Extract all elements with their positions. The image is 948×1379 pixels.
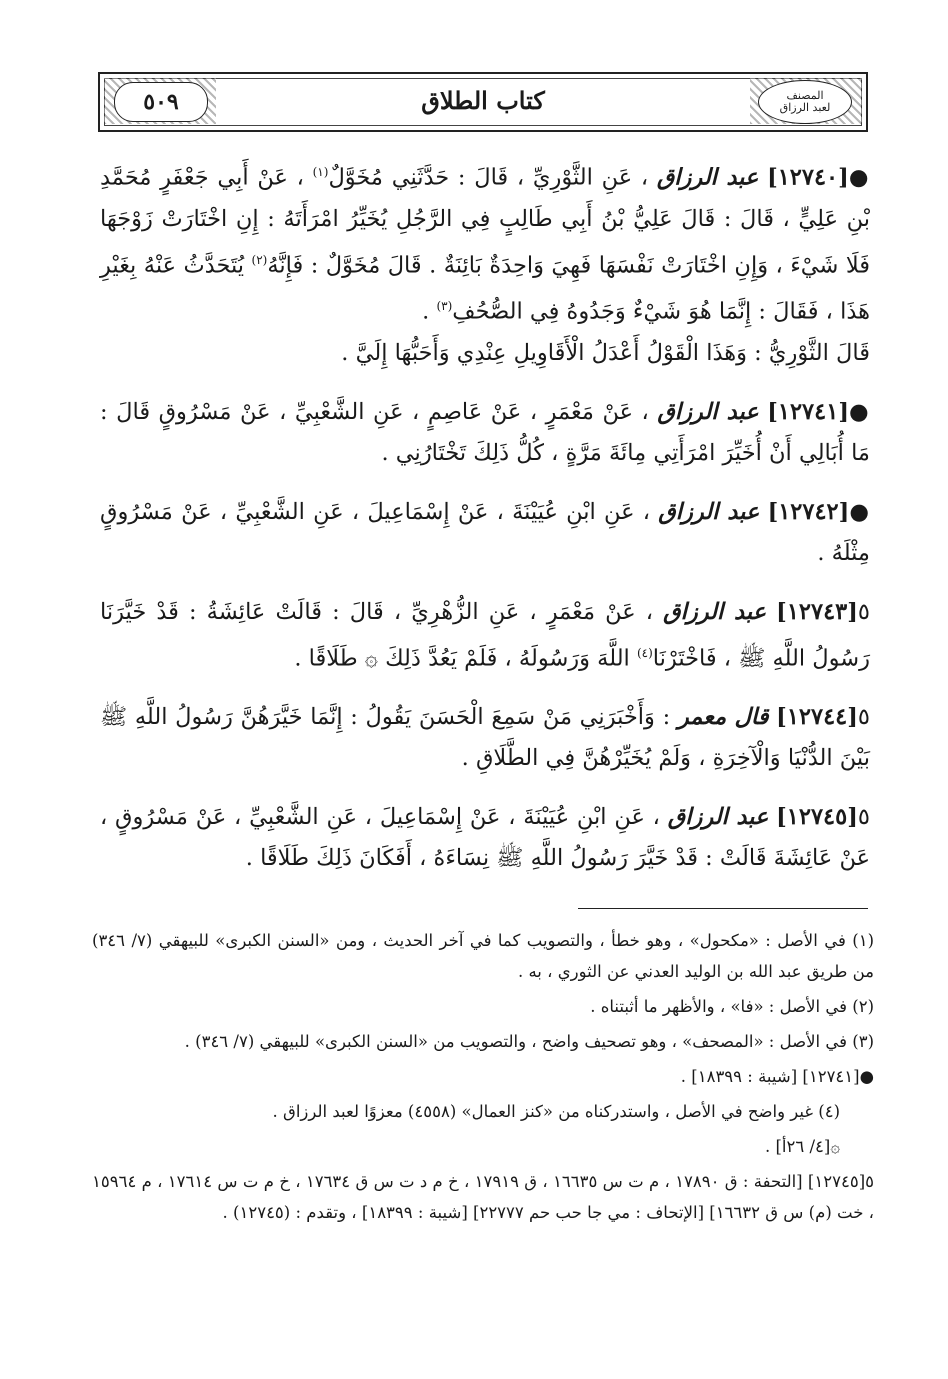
narrator-name: عبد الرزاق — [667, 804, 769, 830]
page-number: ٥٠٩ — [114, 82, 208, 122]
footnote-ref: (٣) — [436, 299, 453, 313]
hadith-number: [١٢٧٤١] — [767, 398, 849, 425]
hadith-number: [١٢٧٤٢] — [767, 498, 850, 525]
footnote-1: (١) في الأصل : «مكحول» ، وهو خطأ ، والتصويب كما في آخر الحديث ، ومن «السنن الكبرى» للبيهقي (٧/ ٣٤٦) من طريق عبد الله بن الوليد العدني عن الثوري ، به . — [92, 931, 874, 981]
footnotes — [92, 925, 874, 1232]
footnote-separator — [578, 908, 868, 909]
hadith-text: . — [422, 298, 430, 325]
book-emblem — [758, 80, 852, 124]
hadith-text: : وَأَخْبَرَنِي مَنْ سَمِعَ الْحَسَنَ يَقُولُ : إِنَّمَا خَيَّرَهُنَّ رَسُولُ اللَّهِ ﷺ بَيْنَ الدُّنْيَا وَالْآخِرَةِ ، وَلَمْ يُخَيِّرْهُنَّ فِي الطَّلَاقِ . — [100, 704, 870, 771]
footnote-ref: (١) — [312, 165, 329, 179]
hadith-text: ، عَنْ مَعْمَرٍ ، عَنْ عَاصِمٍ ، عَنِ الشَّعْبِيِّ ، عَنْ مَسْرُوقٍ قَالَ : مَا أُبَالِي أَنْ أُخَيِّرَ امْرَأَتِي مِائَةَ مَرَّةٍ ، كُلُّ ذَلِكَ تَخْتَارُنِي . — [100, 398, 870, 466]
footnote-ref: (٤) — [636, 645, 653, 660]
hadith-text: ، عَنِ ابْنِ عُيَيْنَةَ ، عَنْ إِسْمَاعِيلَ ، عَنِ الشَّعْبِيِّ ، عَنْ مَسْرُوقٍ مِثْلَهُ . — [100, 498, 870, 566]
folio-marker: ۞[٤/ ٢٦أ] . — [764, 1137, 840, 1156]
narrator-name: عبد الرزاق — [656, 164, 759, 191]
narrator-name: عبد الرزاق — [658, 498, 760, 525]
hadith-text: اللَّهَ وَرَسُولَهُ ، فَلَمْ يَعُدَّ ذَلِكَ ۞ طَلَاقًا . — [294, 645, 630, 671]
hadith-12740 — [100, 152, 870, 374]
hadith-12742 — [100, 492, 870, 574]
narrator-name: عبد الرزاق — [663, 598, 767, 625]
hadith-marker: ٥ — [857, 804, 870, 830]
hadith-text: يُتَحَدَّثُ عَنْهُ بِغَيْرِ هَذَا ، فَقَالَ : إِنَّمَا هُوَ شَيْءٌ وَجَدُوهُ فِي الصُّحُفِ — [100, 252, 870, 325]
hadith-marker: ● — [849, 498, 871, 525]
hadith-marker: ● — [848, 164, 871, 191]
narrator-name: عبد الرزاق — [657, 398, 759, 425]
narrator-name: قال معمر — [677, 704, 769, 730]
hadith-marker: ٥ — [857, 704, 870, 730]
hadith-number: [١٢٧٤٣] — [776, 598, 858, 625]
footnote-4: (٤) غير واضح في الأصل ، واستدركناه من «كنز العمال» (٤٥٥٨) معزوًا لعبد الرزاق . — [272, 1102, 840, 1121]
hadith-text: ، عَنْ مَعْمَرٍ ، عَنِ الزُّهْرِيِّ ، قَالَ : قَالَتْ عَائِشَةُ : قَدْ خَيَّرَنَا رَسُولُ اللَّهِ ﷺ ، فَاخْتَرْنَا — [100, 598, 870, 671]
source-12741: ●[١٢٧٤١] [شيبة : ١٨٣٩٩] . — [680, 1067, 874, 1086]
emblem-line1: المصنف — [786, 89, 824, 102]
hadith-12744 — [100, 697, 870, 779]
hadith-number: [١٢٧٤٥] — [776, 804, 858, 830]
page-header — [98, 72, 868, 132]
hadith-number: [١٢٧٤٠] — [767, 164, 849, 191]
hadith-marker: ● — [848, 398, 870, 425]
source-12745: ٥[١٢٧٤٥] [التحفة : ق ١٧٨٩٠ ، م ت س ١٦٦٣٥ ، ق ١٧٩١٩ ، خ م د ت س ق ١٧٦٣٤ ، خ م ت س ١٧٦١٤ ، م ١٥٩٦٤ ، خت (م) س ق ١٦٦٣٢] [الإتحاف : مي جا حب حم ٢٢٧٧٧] [شيبة : ١٨٣٩٩] ، وتقدم : (١٢٧٤٥) . — [92, 1172, 874, 1222]
hadith-text: ، عَنْ أَبِي جَعْفَرٍ مُحَمَّدِ بْنِ عَلِيٍّ ، قَالَ : قَالَ عَلِيُّ بْنُ أَبِي طَالِبٍ فِي الرَّجُلِ يُخَيِّرُ امْرَأَتَهُ : إِنِ اخْتَارَتْ زَوْجَهَا فَلَا شَيْءَ ، وَإِنِ اخْتَارَتْ نَفْسَهَا فَهِيَ وَاحِدَةٌ بَائِنَةٌ . قَالَ مُخَوَّلٌ : فَإِنَّهُ — [100, 164, 871, 278]
hadith-number: [١٢٧٤٤] — [776, 704, 858, 730]
hadith-marker: ٥ — [857, 598, 871, 625]
hadith-text: ، عَنِ الثَّوْرِيِّ ، قَالَ : حَدَّثَنِي مُخَوَّلٌ — [328, 164, 649, 191]
hadith-text: ، عَنِ ابْنِ عُيَيْنَةَ ، عَنْ إِسْمَاعِيلَ ، عَنِ الشَّعْبِيِّ ، عَنْ مَسْرُوقٍ ، عَنْ عَائِشَةَ قَالَتْ : قَدْ خَيَّرَ رَسُولُ اللَّهِ ﷺ نِسَاءَهُ ، أَفَكَانَ ذَلِكَ طَلَاقًا . — [100, 804, 870, 871]
emblem-line2: لعبد الرزاق — [779, 101, 831, 114]
footnote-3: (٣) في الأصل : «المصحف» ، وهو تصحيف واضح ، والتصويب من «السنن الكبرى» للبيهقي (٧/ ٣٤٦) . — [184, 1032, 874, 1051]
main-text — [100, 152, 870, 897]
hadith-commentary: قَالَ الثَّوْرِيُّ : وَهَذَا الْقَوْلُ أَعْدَلُ الْأَقَاوِيلِ عِنْدِي وَأَحَبُّهَا إِلَيَّ . — [341, 339, 870, 366]
hadith-12741 — [100, 392, 870, 474]
footnote-2: (٢) في الأصل : «فا» ، والأظهر ما أثبتناه . — [590, 997, 874, 1016]
chapter-title: كتاب الطلاق — [407, 86, 559, 115]
hadith-12745 — [100, 797, 870, 879]
hadith-12743 — [100, 592, 870, 680]
footnote-ref: (٢) — [251, 252, 268, 267]
